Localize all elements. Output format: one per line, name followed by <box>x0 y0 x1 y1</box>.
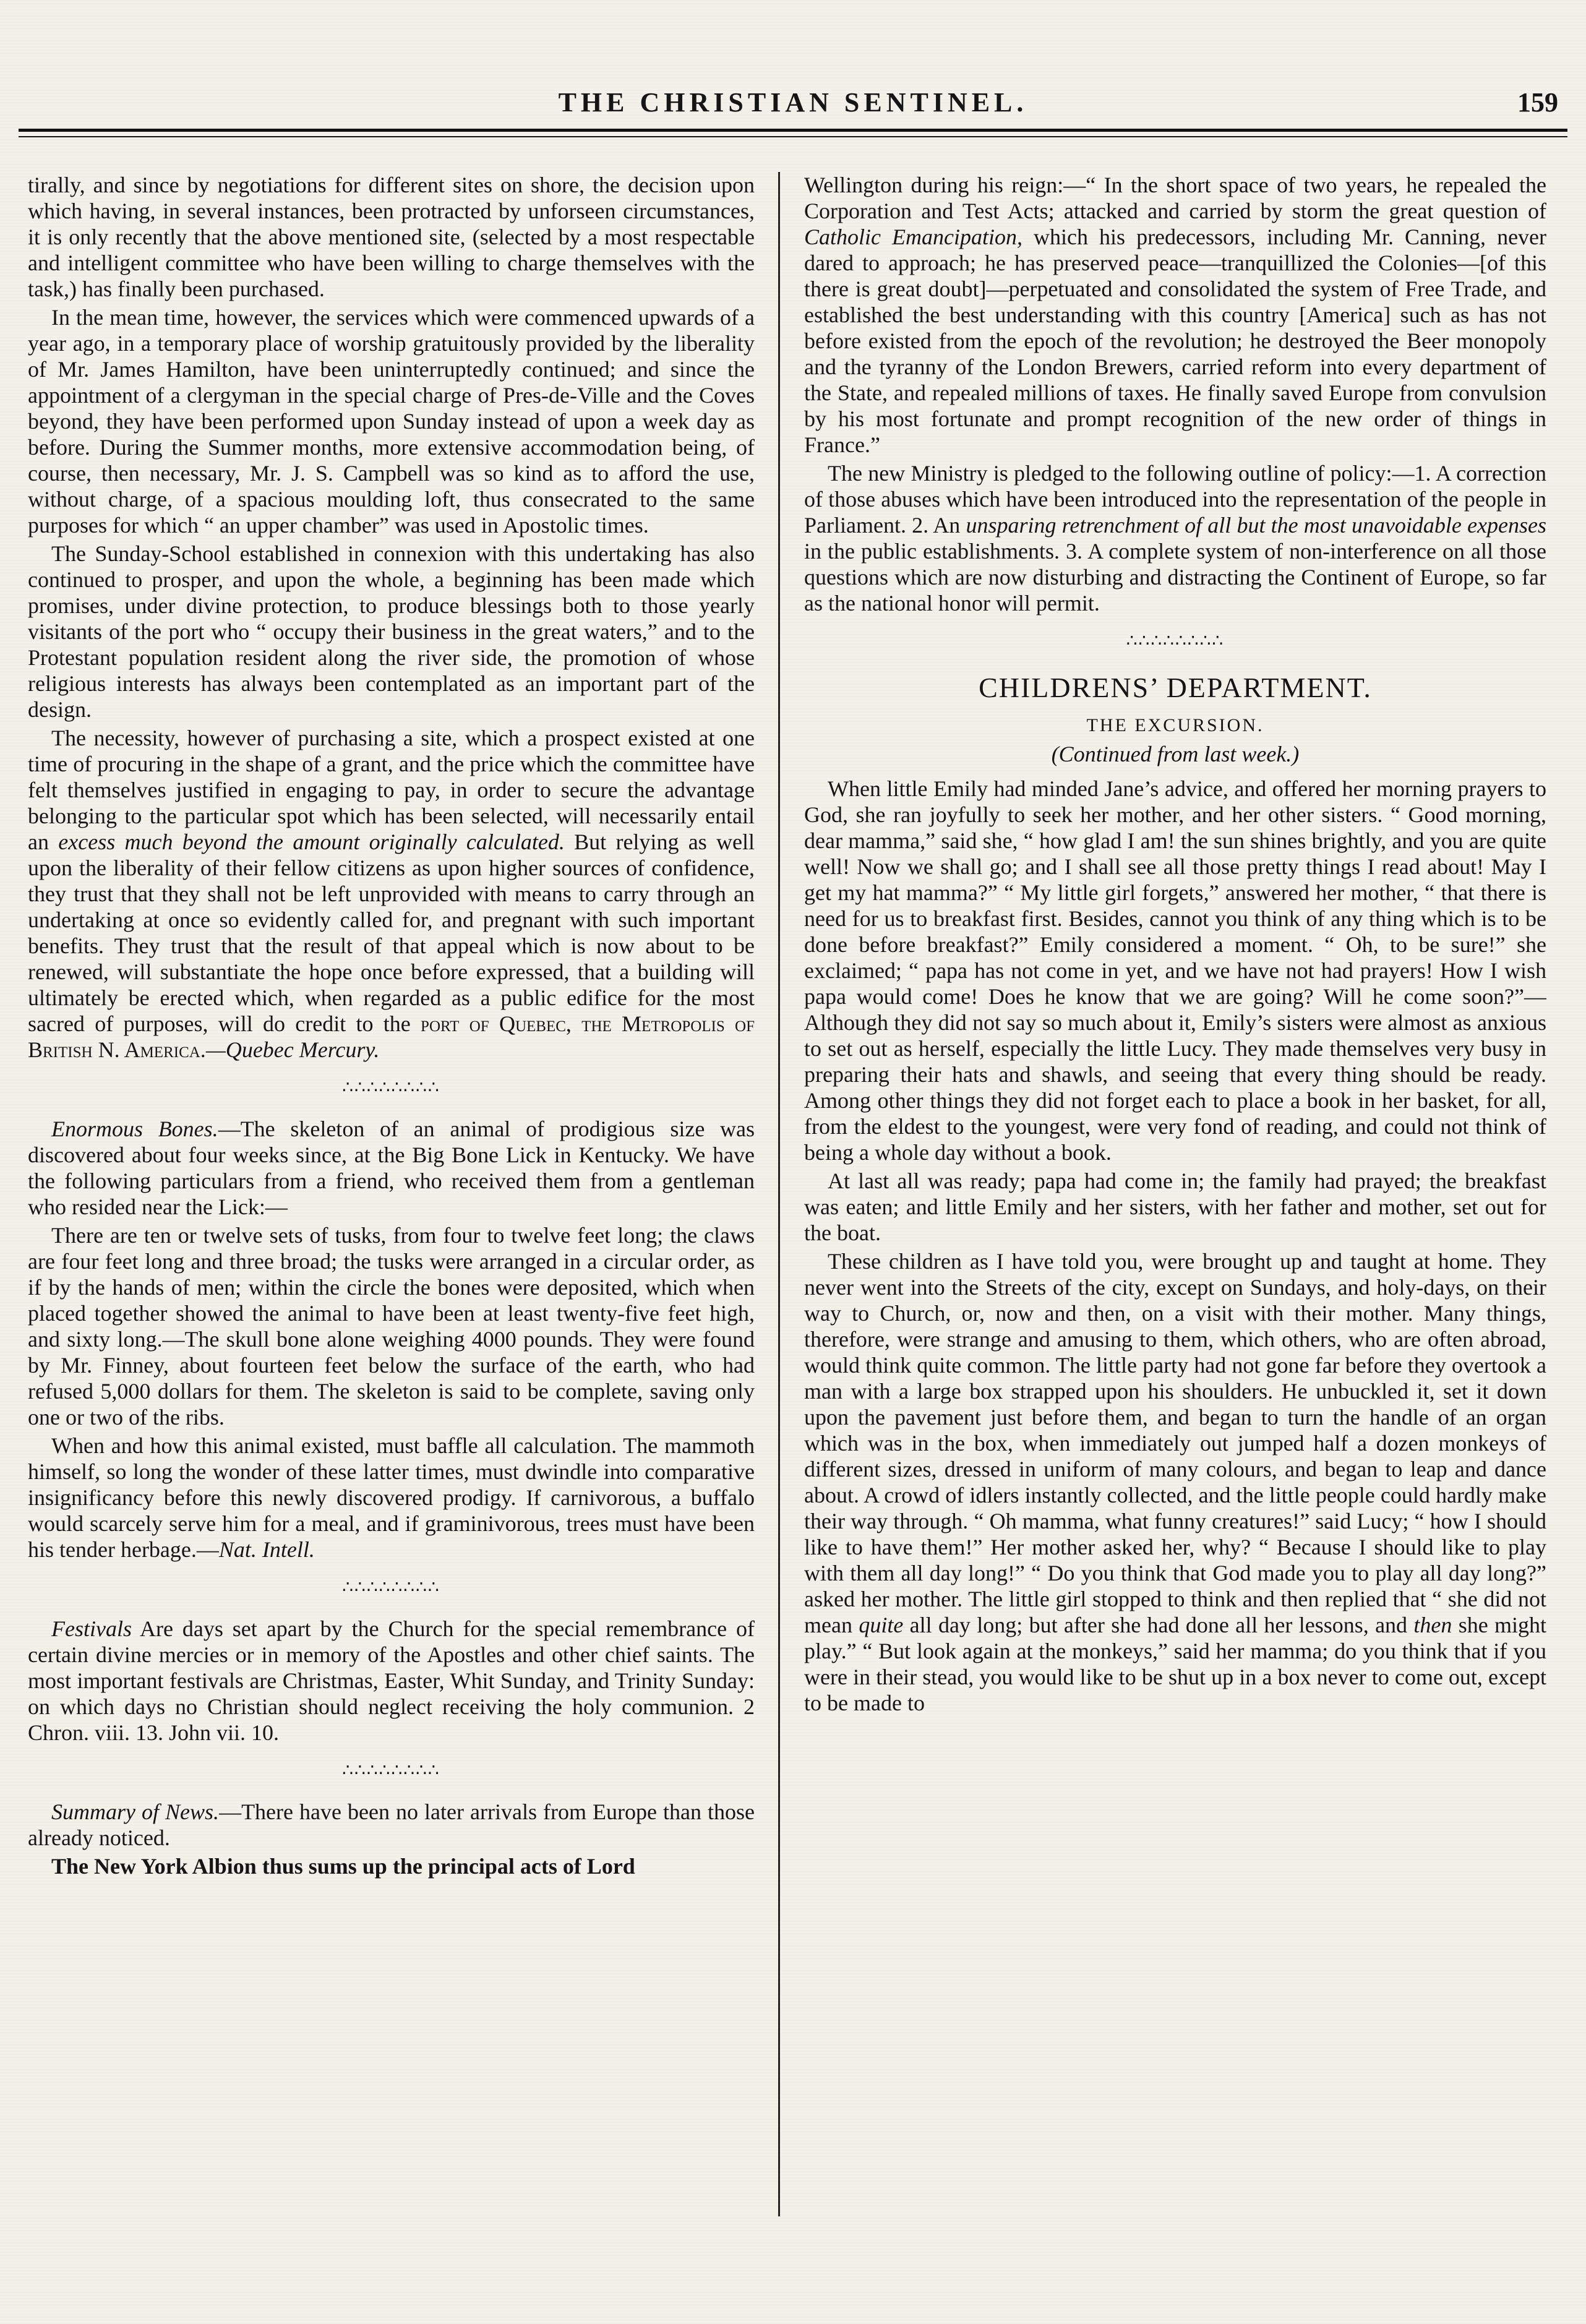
article-lead: Festivals <box>51 1616 132 1641</box>
story-title: THE EXCURSION. <box>1086 715 1264 735</box>
article-emphasis: excess much beyond the amount originally calculated. <box>58 830 565 854</box>
page-header <box>19 80 1567 148</box>
separator: ∴∴∴∴∴∴∴∴ <box>342 1761 440 1780</box>
header-rule <box>19 129 1567 132</box>
article-paragraph: In the mean time, however, the services which were commenced upwards of a year ago, in a temporary place of worship gratuitously provided by the liberality of Mr. James Hamilton, have been uninterruptedly continued; and since the appointment of a clergyman in the special charge of Pres-de-Ville and the Coves beyond, they have been performed upon Sunday instead of upon a week day as before. During the Summer months, more extensive accommodation being, of course, then necessary, Mr. J. S. Campbell was so kind as to afford the use, without charge, of a spacious moulding loft, thus consecrated to the same purposes for which “ an upper chamber” was used in Apostolic times. <box>28 305 755 538</box>
article-emphasis: unsparing retrenchment of all but the most unavoidable expenses <box>966 513 1546 538</box>
article-text: Wellington during his reign:—“ In the short space of two years, he repealed the Corporation and Test Acts; attacked and carried by storm the great question of <box>804 173 1546 223</box>
story-text: all day long; but after she had done all her lessons, and <box>909 1613 1408 1637</box>
continued-note: (Continued from last week.) <box>1051 742 1300 766</box>
article-emphasis: Catholic Emancipation, <box>804 225 1022 249</box>
article-text: —The skeleton of an animal of prodigious size was discovered about four weeks since, at the Big Bone Lick in Kentucky. We have the following particulars from a friend, who received them from a gentleman who resided near the Lick:— <box>28 1117 755 1219</box>
story-paragraph: At last all was ready; papa had come in; the family had prayed; the breakfast was eaten; and little Emily and her sisters, with her father and mother, set out for the boat. <box>804 1168 1546 1245</box>
left-column <box>28 172 755 2170</box>
article-text: When and how this animal existed, must baffle all calculation. The mammoth himself, so long the wonder of these latter times, must dwindle into comparative insignificancy before this newly discovered prodigy. If carnivorous, a buffalo would scarcely serve him for a meal, and if graminivorous, trees must have been his tender herbage.— <box>28 1433 755 1562</box>
article-paragraph <box>804 172 1546 458</box>
article-text: —There have been no later arrivals from Europe than those already noticed. <box>28 1799 755 1850</box>
article-paragraph: The New York Albion thus sums up the principal acts of Lord <box>51 1854 635 1879</box>
article-lead: Enormous Bones. <box>51 1117 218 1141</box>
story-paragraph <box>804 1248 1546 1716</box>
article-lead: Summary of News. <box>51 1799 220 1824</box>
article-paragraph: There are ten or twelve sets of tusks, from four to twelve feet long; the claws are four feet long and three broad; the tusks were arranged in a circular order, as if by the hands of men; within the circle the bones were deposited, which when placed together showed the animal to have been at least twenty-five feet high, and sixty long.—The skull bone alone weighing 4000 pounds. They were found by Mr. Finney, about fourteen feet below the surface of the earth, who had refused 5,000 dollars for them. The skeleton is said to be complete, saving only one or two of the ribs. <box>28 1223 755 1430</box>
article-paragraph <box>28 1616 755 1746</box>
story-emphasis: quite <box>859 1613 904 1637</box>
article-source: —Quebec Mercury. <box>205 1037 380 1062</box>
header-rule-thin <box>19 136 1567 137</box>
article-paragraph <box>804 460 1546 616</box>
story-paragraph: When little Emily had minded Jane’s advice, and offered her morning prayers to God, she ran joyfully to seek her mother, and her other sisters. “ Good morning, dear mamma,” said she, “ how glad I am! the sun shines brightly, and you are quite well! Now we shall go; and I shall see all those pretty things I read about! May I get my hat mamma?” “ My little girl forgets,” answered her mother, “ that there is need for us to breakfast first. Besides, cannot you think of any thing which is to be done before breakfast?” Emily considered a moment. “ Oh, to be sure!” she exclaimed; “ papa has not come in yet, and we have not had prayers! How I wish papa would come! Does he know that we are going? Will he come soon?”—Although they did not say so much about it, Emily’s sisters were almost as anxious to set out as herself, especially the little Lucy. They made themselves very busy in preparing their hats and shawls, and seeing that every thing should be ready. Among other things they did not forget each to place a book in her basket, for all, from the eldest to the youngest, were very fond of reading, and could not think of being a whole day without a book. <box>804 776 1546 1165</box>
page-number: 159 <box>1517 87 1558 118</box>
article-paragraph <box>28 725 755 1063</box>
column-divider <box>778 172 780 2216</box>
article-text: But relying as well upon the liberality of their fellow citizens as upon higher sources of confidence, they trust that they shall not be left unprovided with means to carry through an undertaking at once so evidently called for, and pregnant with such important benefits. They trust that the result of that appeal which is now about to be renewed, will substantiate the hope once before expressed, that a building will ultimately be erected which, when regarded as a public edifice for the most sacred of purposes, will do credit to the <box>28 830 755 1036</box>
article-text: The necessity, however of purchasing a site, which a prospect existed at one time of procuring in the shape of a grant, and the price which the committee have felt themselves justified in engaging to pay, in order to secure the advantage belonging to the particular spot which has been selected, will necessarily entail an <box>28 726 755 854</box>
article-smallcaps: port of Quebec, the Metropolis of British N. America. <box>28 1011 755 1062</box>
article-paragraph <box>28 1799 755 1851</box>
separator: ∴∴∴∴∴∴∴∴ <box>342 1078 440 1097</box>
article-text: The new Ministry is pledged to the following outline of policy:—1. A correction of those abuses which have been introduced into the representation of the people in Parliament. 2. An <box>804 461 1546 538</box>
running-title: THE CHRISTIAN SENTINEL. <box>558 87 1028 118</box>
right-column <box>804 172 1546 2288</box>
separator: ∴∴∴∴∴∴∴∴ <box>342 1578 440 1597</box>
article-paragraph <box>28 1116 755 1220</box>
article-text: which his predecessors, including Mr. Canning, never dared to approach; he has preserved peace—tranquillized the Colonies—[of this there is great doubt]—perpetuated and consolidated the system of Free Trade, and established the best understanding with this country [America] such as has not before existed from the epoch of the revolution; he destroyed the Beer monopoly and the tyranny of the London Brewers, carried reform into every department of the State, and repealed millions of taxes. He finally saved Europe from convulsion by his most fortunate and prompt recognition of the new order of things in France.” <box>804 225 1546 457</box>
article-source: Nat. Intell. <box>218 1537 315 1562</box>
story-emphasis: then <box>1413 1613 1452 1637</box>
article-text: Are days set apart by the Church for the special remembrance of certain divine mercies or in memory of the Apostles and other chief saints. The most important festivals are Christmas, Easter, Whit Sunday, and Trinity Sunday: on which days no Christian should neglect receiving the holy communion. 2 Chron. viii. 13. John vii. 10. <box>28 1616 755 1745</box>
story-text: These children as I have told you, were brought up and taught at home. They never went into the Streets of the city, except on Sundays, and holy-days, on their way to Church, or, now and then, on a visit with their mother. Many things, therefore, were strange and amusing to them, which others, who are often abroad, would think quite common. The little party had not gone far before they overtook a man with a large box strapped upon his shoulders. He unbuckled it, set it down upon the pavement just before them, and began to turn the handle of an organ which was in the box, when immediately out jumped half a dozen monkeys of different sizes, dressed in uniform of many colours, and began to leap and dance about. A crowd of idlers instantly collected, and the little people could hardly make their way through. “ Oh mamma, what funny creatures!” said Lucy; “ how I should like to have them!” Her mother asked her, why? “ Because I should like to play with them all day long!” “ Do you think that God made you to play all day long?” asked her mother. The little girl stopped to think and then replied that “ she did not mean <box>804 1249 1546 1637</box>
separator: ∴∴∴∴∴∴∴∴ <box>1126 632 1225 651</box>
article-paragraph: tirally, and since by negotiations for different sites on shore, the decision upon which having, in several instances, been protracted by unforseen circumstances, it is only recently that the above mentioned site, (selected by a most respectable and intelligent committee who have been willing to charge themselves with the task,) has finally been purchased. <box>28 173 755 301</box>
story-text: she might play.” “ But look again at the monkeys,” said her mamma; do you think that if you were in their stead, you would like to be shut up in a box never to come out, except to be made to <box>804 1613 1546 1715</box>
article-paragraph: The Sunday-School established in connexion with this undertaking has also continued to prosper, and upon the whole, a beginning has been made which promises, under divine protection, to produce blessings both to those yearly visitants of the port who “ occupy their business in the great waters,” and to the Protestant population resident along the river side, the promotion of whose religious interests has always been contemplated as an important part of the design. <box>28 541 755 722</box>
article-paragraph <box>28 1433 755 1563</box>
section-heading: CHILDRENS’ DEPARTMENT. <box>979 672 1372 703</box>
article-text: in the public establishments. 3. A complete system of non-interference on all those questions which are now disturbing and distracting the Continent of Europe, so far as the national honor will permit. <box>804 539 1546 615</box>
